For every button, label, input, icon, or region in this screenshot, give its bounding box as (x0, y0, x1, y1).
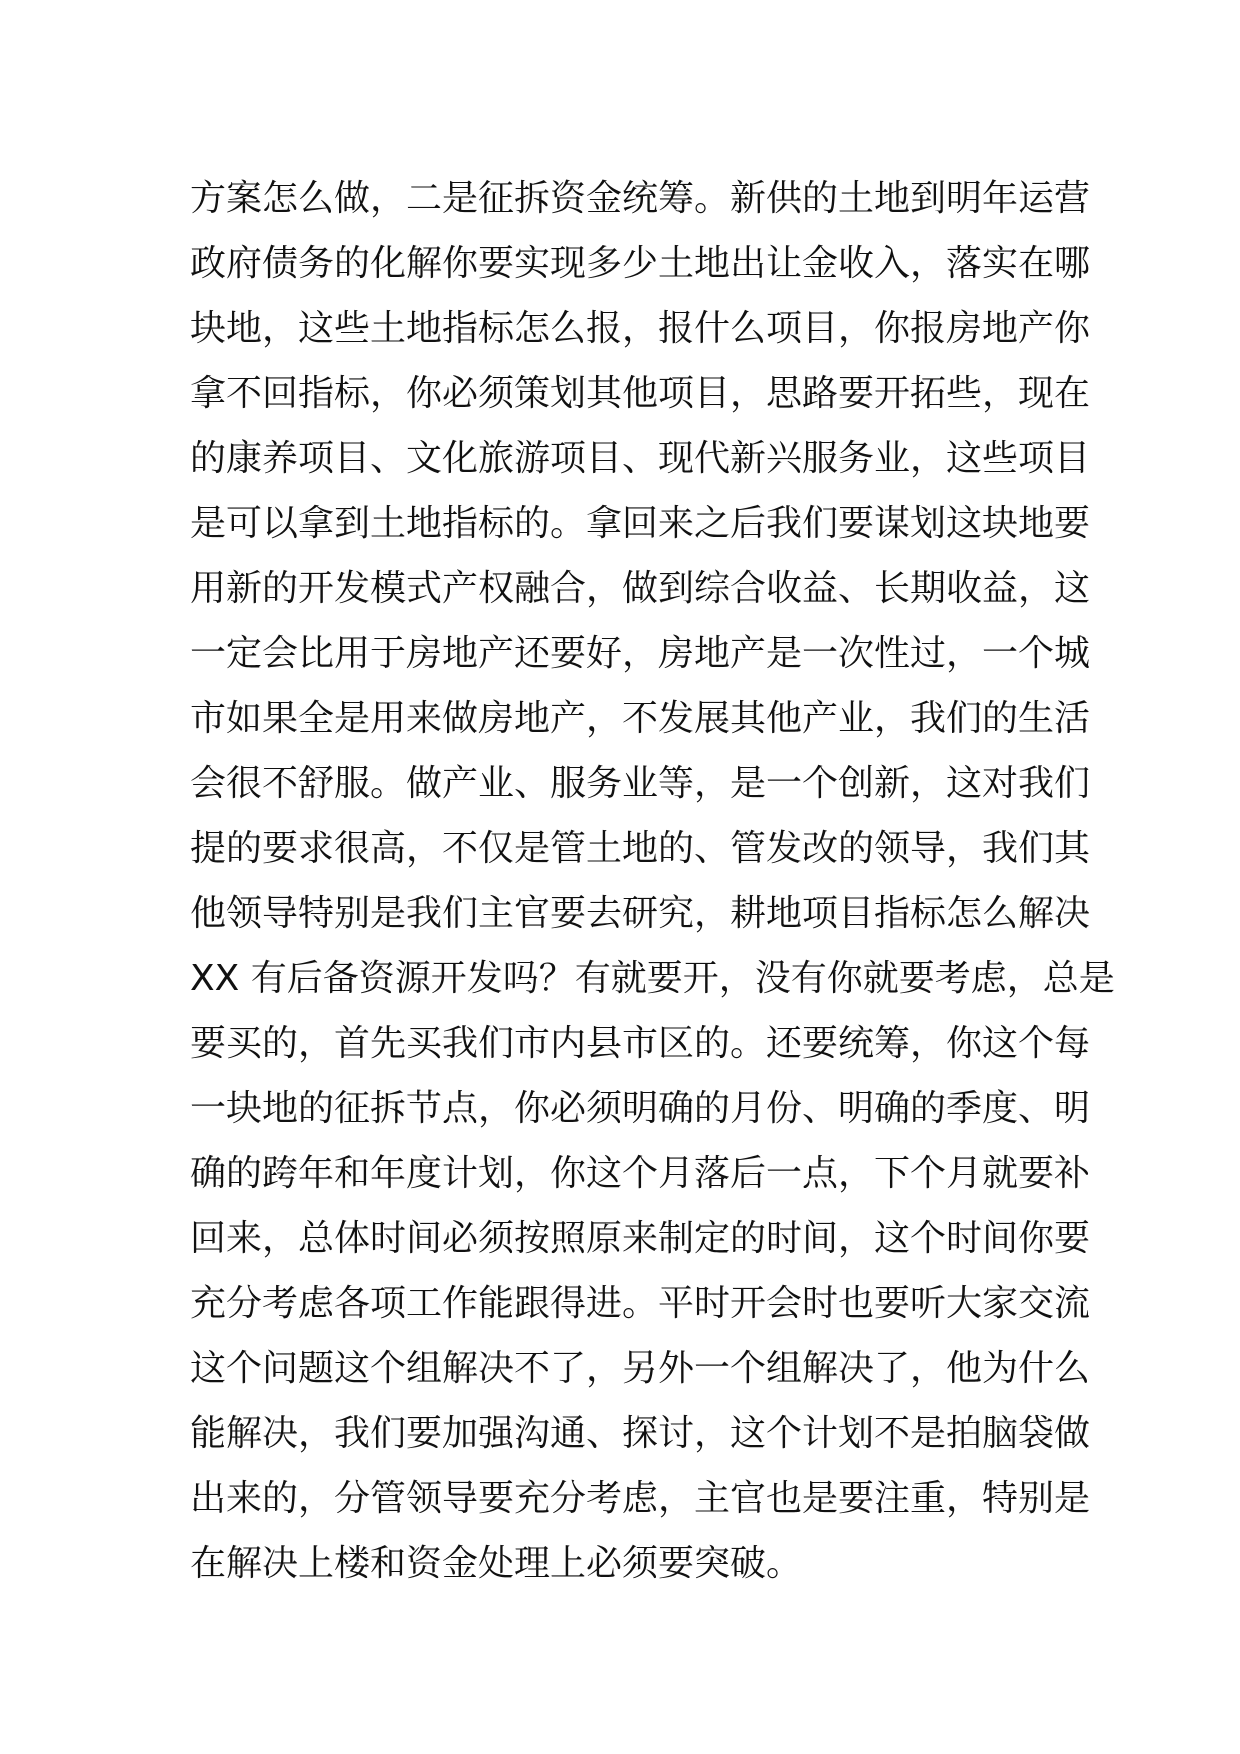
paragraph-line: 他领导特别是我们主官要去研究，耕地项目指标怎么解决 (190, 893, 1091, 934)
paragraph-line: 确的跨年和年度计划，你这个月落后一点，下个月就要补 (190, 1153, 1091, 1194)
paragraph-line: 块地，这些土地指标怎么报，报什么项目，你报房地产你 (190, 308, 1091, 349)
paragraph-line: 回来，总体时间必须按照原来制定的时间，这个时间你要 (190, 1218, 1091, 1259)
paragraph-line: 会很不舒服。做产业、服务业等，是一个创新，这对我们 (190, 763, 1091, 804)
body-paragraph (190, 166, 1115, 1596)
paragraph-line: 能解决，我们要加强沟通、探讨，这个计划不是拍脑袋做 (190, 1413, 1091, 1454)
paragraph-line: 方案怎么做，二是征拆资金统筹。新供的土地到明年运营 (190, 178, 1091, 219)
paragraph-line: 出来的，分管领导要充分考虑，主官也是要注重，特别是 (190, 1478, 1091, 1519)
paragraph-line: 市如果全是用来做房地产，不发展其他产业，我们的生活 (190, 698, 1091, 739)
paragraph-line: 的康养项目、文化旅游项目、现代新兴服务业，这些项目 (190, 438, 1091, 479)
paragraph-line: 提的要求很高，不仅是管土地的、管发改的领导，我们其 (190, 828, 1091, 869)
paragraph-line: 用新的开发模式产权融合，做到综合收益、长期收益，这 (190, 568, 1091, 609)
paragraph-line: 一块地的征拆节点，你必须明确的月份、明确的季度、明 (190, 1088, 1091, 1129)
paragraph-line: XX 有后备资源开发吗？有就要开，没有你就要考虑，总是 (190, 958, 1115, 999)
paragraph-line: 要买的，首先买我们市内县市区的。还要统筹，你这个每 (190, 1023, 1091, 1064)
paragraph-line: 一定会比用于房地产还要好，房地产是一次性过，一个城 (190, 633, 1091, 674)
paragraph-line: 政府债务的化解你要实现多少土地出让金收入，落实在哪 (190, 243, 1091, 284)
paragraph-line: 拿不回指标，你必须策划其他项目，思路要开拓些，现在 (190, 373, 1091, 414)
paragraph-line: 在解决上楼和资金处理上必须要突破。 (190, 1543, 803, 1584)
paragraph-line: 是可以拿到土地指标的。拿回来之后我们要谋划这块地要 (190, 503, 1091, 544)
paragraph-line: 这个问题这个组解决不了，另外一个组解决了，他为什么 (190, 1348, 1091, 1389)
paragraph-line: 充分考虑各项工作能跟得进。平时开会时也要听大家交流 (190, 1283, 1091, 1324)
